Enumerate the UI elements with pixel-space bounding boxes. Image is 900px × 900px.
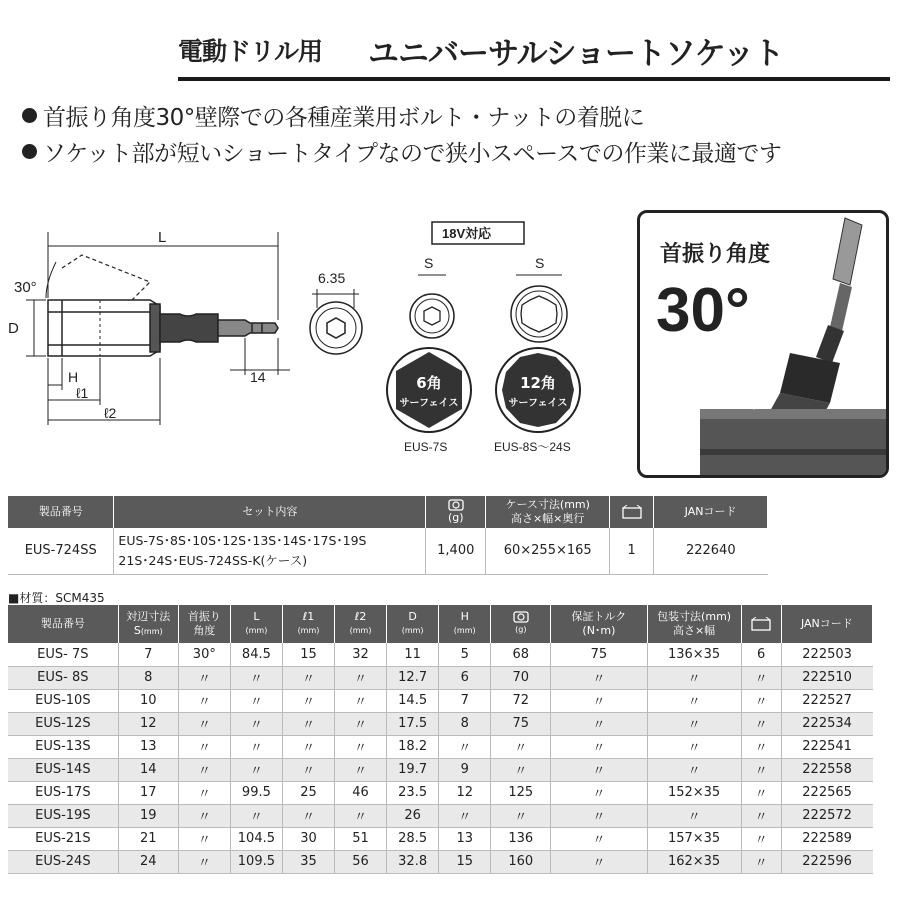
cell-jan: 222572: [781, 804, 872, 827]
cell-s: 8: [118, 666, 178, 689]
dodeca-badge-line2: サーフェイス: [508, 398, 568, 409]
cell-angle: 30°: [178, 643, 230, 666]
cell-H: 13: [439, 827, 491, 850]
cell-L: 84.5: [230, 643, 282, 666]
scale-icon: [448, 499, 464, 511]
cell-pack: 157×35: [647, 827, 741, 850]
cell-qty: 6: [741, 643, 781, 666]
col-header-weight: [491, 605, 551, 643]
cell-H: 8: [439, 712, 491, 735]
dim-label-S-dodeca: S: [535, 255, 545, 271]
cell-l2: 51: [335, 827, 387, 850]
dimension-diagram: [0, 210, 630, 470]
cell-l2: 56: [335, 850, 387, 873]
side-view-drawing: [26, 232, 290, 425]
cell-pack: 〃: [647, 689, 741, 712]
col-header-weight: [426, 496, 486, 528]
dim-label-l1: ℓ1: [76, 385, 89, 401]
cell-qty: 〃: [741, 689, 781, 712]
cell-jan: 222589: [781, 827, 872, 850]
col-header-contents: セット内容: [114, 496, 426, 528]
cell-l1: 〃: [282, 666, 334, 689]
cell-L: 〃: [230, 735, 282, 758]
cell-l2: 〃: [335, 735, 387, 758]
socket-photo-icon: [640, 213, 886, 475]
cell-l1: 〃: [282, 758, 334, 781]
dodeca-badge-line1: 12角: [520, 374, 556, 392]
table-row: [8, 758, 873, 781]
cell-weight: 68: [491, 643, 551, 666]
col-header-product: 製品番号: [8, 496, 114, 528]
col-header-D: [387, 605, 439, 643]
cell-product: EUS-17S: [8, 781, 118, 804]
cell-angle: 〃: [178, 758, 230, 781]
cell-qty: 〃: [741, 827, 781, 850]
18v-badge-label: 18V対応: [442, 226, 492, 241]
dim-label-635: 6.35: [318, 270, 346, 286]
cell-jan: 222534: [781, 712, 872, 735]
cell-torque: 75: [551, 643, 647, 666]
cell-l2: 〃: [335, 666, 387, 689]
col-header-l1: [282, 605, 334, 643]
cell-torque: 〃: [551, 689, 647, 712]
table-row: [8, 643, 873, 666]
cell-weight: 125: [491, 781, 551, 804]
cell-L: 〃: [230, 804, 282, 827]
cell-l2: 〃: [335, 804, 387, 827]
cell-H: 〃: [439, 804, 491, 827]
col-header-l2: [335, 605, 387, 643]
col-header-torque: [551, 605, 647, 643]
cell-angle: 〃: [178, 689, 230, 712]
material-note: ■材質：SCM435: [8, 591, 105, 605]
cell-s: 14: [118, 758, 178, 781]
cell-L: 104.5: [230, 827, 282, 850]
cell-qty: 〃: [741, 712, 781, 735]
cell-pack: 162×35: [647, 850, 741, 873]
product-photo: [637, 210, 889, 478]
cell-qty: 〃: [741, 850, 781, 873]
cell-angle: 〃: [178, 804, 230, 827]
cell-jan: 222541: [781, 735, 872, 758]
cell-weight: 136: [491, 827, 551, 850]
cell-jan: 222565: [781, 781, 872, 804]
col-header-product: 製品番号: [8, 605, 118, 643]
cell-l1: 〃: [282, 712, 334, 735]
cell-D: 11: [387, 643, 439, 666]
cell-angle: 〃: [178, 850, 230, 873]
title-underline: [178, 77, 890, 81]
cell-D: 26: [387, 804, 439, 827]
H-header: H: [460, 610, 469, 623]
cell-H: 6: [439, 666, 491, 689]
feature-item: [22, 100, 781, 136]
cell-torque: 〃: [551, 827, 647, 850]
col-header-pack: [647, 605, 741, 643]
feature-list: [22, 100, 781, 172]
drive-end-view: [310, 270, 362, 354]
dim-label-S-hex: S: [424, 255, 434, 271]
dim-label-L: L: [158, 229, 167, 246]
cell-product: EUS-24S: [8, 850, 118, 873]
cell-torque: 〃: [551, 804, 647, 827]
angle-header-line1: 首振り: [187, 610, 221, 623]
table-row: [8, 666, 873, 689]
col-header-H: [439, 605, 491, 643]
set-product: EUS-724SS: [8, 528, 114, 574]
hex-badge-line2: サーフェイス: [399, 398, 459, 409]
case-size-label: ケース寸法(mm): [505, 498, 590, 511]
cell-H: 12: [439, 781, 491, 804]
col-header-L: [230, 605, 282, 643]
cell-product: EUS-19S: [8, 804, 118, 827]
feature-text: 首振り角度30°壁際での各種産業用ボルト・ナットの着脱に: [43, 105, 645, 131]
page-title: [178, 28, 890, 76]
cell-l1: 35: [282, 850, 334, 873]
cell-H: 15: [439, 850, 491, 873]
cell-pack: 136×35: [647, 643, 741, 666]
cell-product: EUS-13S: [8, 735, 118, 758]
cell-L: 99.5: [230, 781, 282, 804]
title-sub: 電動ドリル用: [178, 37, 323, 66]
col-header-qty: [741, 605, 781, 643]
cell-pack: 〃: [647, 804, 741, 827]
unit-mm: (mm): [401, 626, 424, 635]
cell-weight: 160: [491, 850, 551, 873]
weight-unit-label: (g): [447, 511, 464, 524]
cell-product: EUS- 8S: [8, 666, 118, 689]
cell-torque: 〃: [551, 735, 647, 758]
cell-weight: 〃: [491, 804, 551, 827]
feature-item: [22, 136, 781, 172]
cell-qty: 〃: [741, 735, 781, 758]
s-header-unit: (mm): [140, 626, 163, 636]
case-size-sub-label: 高さ×幅×奥行: [510, 512, 585, 525]
cell-l1: 15: [282, 643, 334, 666]
cell-l2: 32: [335, 643, 387, 666]
dim-label-D: D: [8, 320, 19, 337]
cell-jan: 222596: [781, 850, 872, 873]
cell-l1: 〃: [282, 689, 334, 712]
l1-header: ℓ1: [302, 610, 315, 623]
cell-weight: 〃: [491, 735, 551, 758]
cell-qty: 〃: [741, 666, 781, 689]
cell-pack: 152×35: [647, 781, 741, 804]
col-header-jan: JANコード: [781, 605, 872, 643]
cell-jan: 222558: [781, 758, 872, 781]
hex-caption: EUS-7S: [404, 440, 448, 454]
cell-pack: 〃: [647, 712, 741, 735]
scale-icon: [513, 611, 529, 623]
table-row: [8, 850, 873, 873]
cell-D: 18.2: [387, 735, 439, 758]
cell-H: 9: [439, 758, 491, 781]
cell-l1: 〃: [282, 735, 334, 758]
spec-table: [8, 605, 873, 874]
cell-angle: 〃: [178, 712, 230, 735]
cell-l1: 25: [282, 781, 334, 804]
cell-s: 13: [118, 735, 178, 758]
unit-mm: (mm): [453, 626, 476, 635]
pack-header-line2: 高さ×幅: [672, 624, 716, 637]
angle-header-line2: 角度: [193, 624, 216, 637]
cell-qty: 〃: [741, 804, 781, 827]
dodeca-surface-badge: [496, 348, 580, 432]
set-table: [8, 496, 768, 575]
cell-D: 23.5: [387, 781, 439, 804]
set-contents-line2: 21S･24S･EUS-724SS-K(ケース): [118, 552, 308, 568]
cell-D: 19.7: [387, 758, 439, 781]
s-header-line1: 対辺寸法: [126, 609, 171, 623]
cell-jan: 222503: [781, 643, 872, 666]
hex-socket-top-view: [410, 255, 454, 338]
set-case-size: 60×255×165: [486, 528, 610, 574]
cell-pack: 〃: [647, 735, 741, 758]
l2-header: ℓ2: [354, 610, 367, 623]
unit-mm: (mm): [245, 626, 268, 635]
cell-qty: 〃: [741, 781, 781, 804]
col-header-s: [118, 605, 178, 643]
cell-weight: 70: [491, 666, 551, 689]
cell-D: 28.5: [387, 827, 439, 850]
cell-torque: 〃: [551, 781, 647, 804]
cell-L: 〃: [230, 758, 282, 781]
cell-l2: 46: [335, 781, 387, 804]
cell-product: EUS-14S: [8, 758, 118, 781]
cell-L: 〃: [230, 712, 282, 735]
set-contents: [114, 528, 426, 574]
cell-angle: 〃: [178, 827, 230, 850]
cell-weight: 75: [491, 712, 551, 735]
table-row: [8, 689, 873, 712]
title-main: ユニバーサルショートソケット: [368, 36, 784, 72]
cell-H: 5: [439, 643, 491, 666]
cell-torque: 〃: [551, 758, 647, 781]
L-header: L: [253, 610, 260, 623]
cell-H: 7: [439, 689, 491, 712]
table-row: [8, 712, 873, 735]
cell-torque: 〃: [551, 666, 647, 689]
cell-angle: 〃: [178, 781, 230, 804]
dodeca-caption: EUS-8S～24S: [494, 440, 571, 454]
col-header-case-size: [486, 496, 610, 528]
col-header-qty: [610, 496, 654, 528]
cell-pack: 〃: [647, 758, 741, 781]
bullet-icon: [22, 108, 37, 123]
cell-s: 21: [118, 827, 178, 850]
cell-l2: 〃: [335, 689, 387, 712]
cell-s: 10: [118, 689, 178, 712]
col-header-jan: JANコード: [654, 496, 768, 528]
cell-torque: 〃: [551, 850, 647, 873]
cell-D: 14.5: [387, 689, 439, 712]
cell-product: EUS-10S: [8, 689, 118, 712]
cell-L: 〃: [230, 689, 282, 712]
bullet-icon: [22, 144, 37, 159]
table-row: [8, 735, 873, 758]
cell-l1: 30: [282, 827, 334, 850]
cell-H: 〃: [439, 735, 491, 758]
cell-D: 17.5: [387, 712, 439, 735]
photo-text-line1: 首振り角度: [660, 242, 771, 267]
cell-qty: 〃: [741, 758, 781, 781]
cell-pack: 〃: [647, 666, 741, 689]
unit-mm: (mm): [349, 626, 372, 635]
cell-s: 7: [118, 643, 178, 666]
pack-header-line1: 包装寸法(mm): [657, 610, 732, 623]
cell-D: 32.8: [387, 850, 439, 873]
cell-l2: 〃: [335, 758, 387, 781]
set-contents-line1: EUS-7S･8S･10S･12S･13S･14S･17S･19S: [118, 532, 367, 548]
cell-s: 17: [118, 781, 178, 804]
cell-L: 109.5: [230, 850, 282, 873]
table-row: [8, 804, 873, 827]
torque-header-line1: 保証トルク: [571, 610, 627, 623]
set-jan: 222640: [654, 528, 768, 574]
cell-jan: 222510: [781, 666, 872, 689]
set-weight: 1,400: [426, 528, 486, 574]
dim-label-angle: 30°: [14, 279, 37, 296]
dim-label-H: H: [68, 369, 79, 385]
cell-weight: 72: [491, 689, 551, 712]
col-header-angle: [178, 605, 230, 643]
cell-angle: 〃: [178, 735, 230, 758]
cell-product: EUS- 7S: [8, 643, 118, 666]
dim-label-l2: ℓ2: [104, 405, 117, 421]
photo-text-big: 30°: [656, 276, 750, 345]
hex-surface-badge: [387, 348, 471, 432]
table-row: [8, 827, 873, 850]
cell-L: 〃: [230, 666, 282, 689]
torque-header-line2: (N･m): [582, 624, 616, 637]
cell-s: 12: [118, 712, 178, 735]
cell-l2: 〃: [335, 712, 387, 735]
cell-s: 24: [118, 850, 178, 873]
hex-badge-line1: 6角: [416, 374, 442, 392]
feature-text: ソケット部が短いショートタイプなので狭小スペースでの作業に最適です: [43, 141, 782, 167]
box-quantity-icon: [622, 505, 642, 519]
cell-torque: 〃: [551, 712, 647, 735]
weight-unit-label: (g): [515, 625, 527, 634]
set-qty: 1: [610, 528, 654, 574]
cell-product: EUS-12S: [8, 712, 118, 735]
cell-angle: 〃: [178, 666, 230, 689]
box-quantity-icon: [751, 617, 771, 631]
dim-label-14: 14: [250, 369, 266, 385]
cell-weight: 〃: [491, 758, 551, 781]
unit-mm: (mm): [297, 626, 320, 635]
s-header-line2: S: [133, 623, 141, 637]
cell-product: EUS-21S: [8, 827, 118, 850]
cell-s: 19: [118, 804, 178, 827]
D-header: D: [408, 610, 417, 623]
dodeca-socket-top-view: [511, 255, 567, 342]
cell-jan: 222527: [781, 689, 872, 712]
cell-l1: 〃: [282, 804, 334, 827]
cell-D: 12.7: [387, 666, 439, 689]
table-row: [8, 781, 873, 804]
